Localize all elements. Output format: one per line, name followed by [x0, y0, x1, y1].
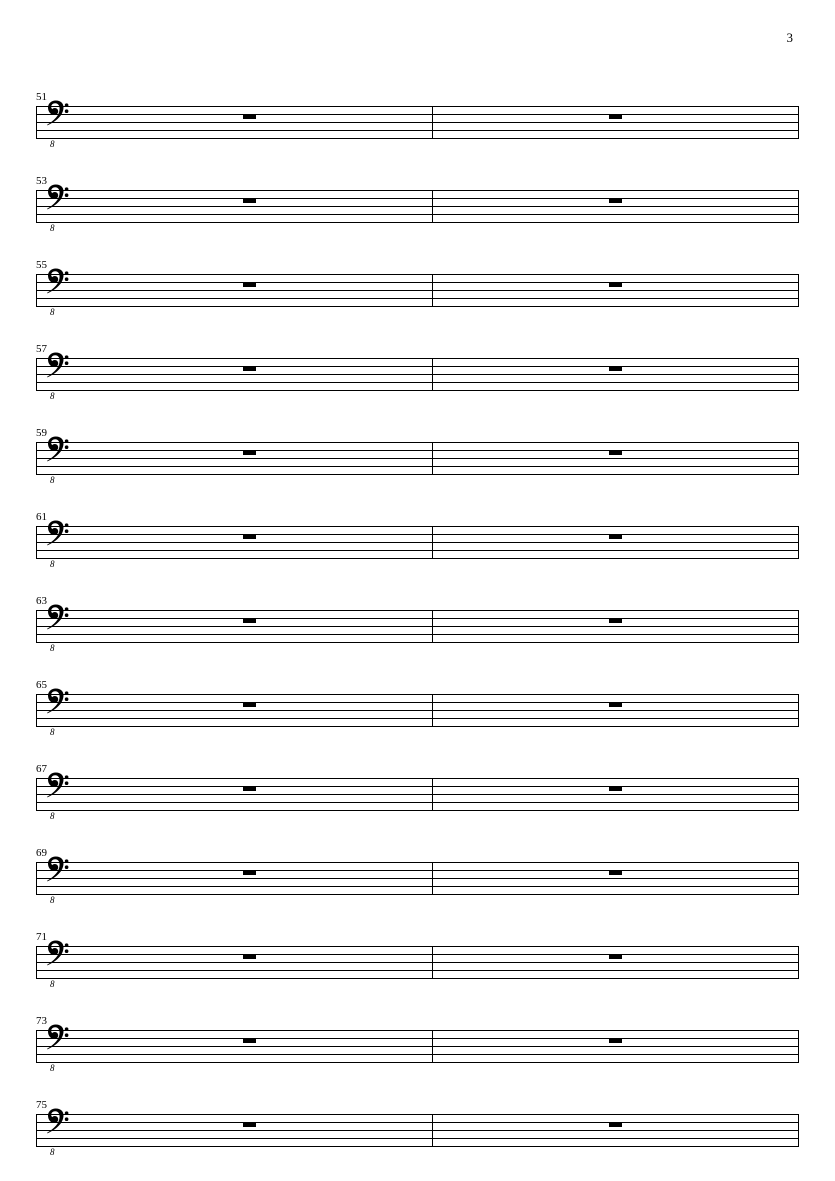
staff-line	[36, 114, 799, 115]
octave-marking: 8	[50, 223, 55, 233]
staff-line	[36, 274, 799, 275]
staff-line	[36, 358, 799, 359]
measure-number: 65	[36, 679, 47, 691]
whole-rest	[609, 282, 622, 287]
staff	[36, 442, 799, 485]
staff-system	[36, 428, 799, 486]
measure-number: 73	[36, 1015, 47, 1027]
octave-marking: 8	[50, 1147, 55, 1157]
staff-line	[36, 466, 799, 467]
whole-rest	[609, 450, 622, 455]
staff	[36, 862, 799, 905]
staff-line	[36, 810, 799, 811]
whole-rest	[609, 786, 622, 791]
octave-marking: 8	[50, 643, 55, 653]
staff-line	[36, 138, 799, 139]
staff-line	[36, 214, 799, 215]
staff-line	[36, 618, 799, 619]
staff-line	[36, 1130, 799, 1131]
staff-system	[36, 344, 799, 402]
whole-rest	[243, 366, 256, 371]
staff	[36, 694, 799, 737]
whole-rest	[609, 366, 622, 371]
bass-clef-icon	[42, 1102, 76, 1144]
staff-line	[36, 442, 799, 443]
page-number: 3	[786, 30, 793, 45]
barline-middle	[432, 526, 433, 559]
staff-line	[36, 474, 799, 475]
staff-system	[36, 1016, 799, 1074]
staff-line	[36, 978, 799, 979]
bass-clef-icon	[42, 598, 76, 640]
staff-line	[36, 786, 799, 787]
staff-line	[36, 1038, 799, 1039]
bass-clef-icon	[42, 262, 76, 304]
measure-number: 67	[36, 763, 47, 775]
staff	[36, 358, 799, 401]
measure-number: 51	[36, 91, 47, 103]
whole-rest	[609, 1038, 622, 1043]
staff	[36, 106, 799, 149]
staff-line	[36, 970, 799, 971]
barline-middle	[432, 106, 433, 139]
whole-rest	[243, 450, 256, 455]
staff-line	[36, 634, 799, 635]
staff-line	[36, 802, 799, 803]
barline-end	[798, 358, 799, 391]
barline-middle	[432, 862, 433, 895]
staff-line	[36, 526, 799, 527]
barline-start	[36, 526, 37, 559]
staff-line	[36, 1122, 799, 1123]
measure-number: 69	[36, 847, 47, 859]
whole-rest	[609, 618, 622, 623]
barline-start	[36, 694, 37, 727]
whole-rest	[243, 114, 256, 119]
staff-line	[36, 1146, 799, 1147]
staff-line	[36, 870, 799, 871]
staff-system	[36, 92, 799, 150]
barline-middle	[432, 442, 433, 475]
bass-clef-icon	[42, 934, 76, 976]
octave-marking: 8	[50, 475, 55, 485]
staff-line	[36, 198, 799, 199]
staff-line	[36, 794, 799, 795]
staff-line	[36, 610, 799, 611]
barline-middle	[432, 358, 433, 391]
octave-marking: 8	[50, 1063, 55, 1073]
barline-middle	[432, 946, 433, 979]
staff-line	[36, 1054, 799, 1055]
staff	[36, 1030, 799, 1073]
staff-system	[36, 1100, 799, 1158]
staff-line	[36, 298, 799, 299]
barline-start	[36, 442, 37, 475]
whole-rest	[609, 954, 622, 959]
staff-line	[36, 946, 799, 947]
staff-line	[36, 106, 799, 107]
staff-line	[36, 626, 799, 627]
whole-rest	[243, 618, 256, 623]
staff-line	[36, 894, 799, 895]
staff-line	[36, 290, 799, 291]
bass-clef-icon	[42, 346, 76, 388]
staff-line	[36, 862, 799, 863]
barline-middle	[432, 1030, 433, 1063]
staff	[36, 610, 799, 653]
barline-middle	[432, 610, 433, 643]
octave-marking: 8	[50, 307, 55, 317]
octave-marking: 8	[50, 979, 55, 989]
staff-line	[36, 778, 799, 779]
whole-rest	[609, 114, 622, 119]
whole-rest	[243, 1038, 256, 1043]
staff-line	[36, 550, 799, 551]
staff-line	[36, 534, 799, 535]
staff-line	[36, 710, 799, 711]
staff-line	[36, 190, 799, 191]
measure-number: 61	[36, 511, 47, 523]
staff	[36, 778, 799, 821]
staff-system	[36, 596, 799, 654]
staff-line	[36, 366, 799, 367]
measure-number: 63	[36, 595, 47, 607]
measure-number: 53	[36, 175, 47, 187]
whole-rest	[243, 870, 256, 875]
barline-end	[798, 274, 799, 307]
staff-line	[36, 702, 799, 703]
whole-rest	[243, 282, 256, 287]
barline-middle	[432, 274, 433, 307]
bass-clef-icon	[42, 94, 76, 136]
staff-line	[36, 726, 799, 727]
whole-rest	[243, 702, 256, 707]
barline-start	[36, 190, 37, 223]
bass-clef-icon	[42, 850, 76, 892]
staff-line	[36, 206, 799, 207]
barline-start	[36, 946, 37, 979]
barline-end	[798, 442, 799, 475]
barline-end	[798, 862, 799, 895]
staff-system	[36, 764, 799, 822]
barline-end	[798, 190, 799, 223]
staff-line	[36, 642, 799, 643]
barline-end	[798, 946, 799, 979]
barline-end	[798, 1030, 799, 1063]
measure-number: 59	[36, 427, 47, 439]
staff	[36, 946, 799, 989]
whole-rest	[609, 198, 622, 203]
staff-line	[36, 962, 799, 963]
staff	[36, 526, 799, 569]
barline-middle	[432, 190, 433, 223]
barline-end	[798, 778, 799, 811]
whole-rest	[243, 786, 256, 791]
barline-start	[36, 610, 37, 643]
staff-system	[36, 932, 799, 990]
barline-end	[798, 526, 799, 559]
barline-start	[36, 274, 37, 307]
barline-start	[36, 1030, 37, 1063]
octave-marking: 8	[50, 811, 55, 821]
barline-end	[798, 106, 799, 139]
whole-rest	[609, 1122, 622, 1127]
staff-line	[36, 130, 799, 131]
staff	[36, 274, 799, 317]
staff-system	[36, 260, 799, 318]
bass-clef-icon	[42, 514, 76, 556]
measure-number: 75	[36, 1099, 47, 1111]
staff-line	[36, 450, 799, 451]
barline-start	[36, 778, 37, 811]
staff-line	[36, 886, 799, 887]
staff-line	[36, 1114, 799, 1115]
octave-marking: 8	[50, 895, 55, 905]
octave-marking: 8	[50, 139, 55, 149]
barline-end	[798, 694, 799, 727]
staff-line	[36, 222, 799, 223]
whole-rest	[609, 702, 622, 707]
staff-line	[36, 1138, 799, 1139]
staff-system	[36, 848, 799, 906]
barline-middle	[432, 1114, 433, 1147]
measure-number: 55	[36, 259, 47, 271]
whole-rest	[243, 534, 256, 539]
staff-line	[36, 374, 799, 375]
measure-number: 57	[36, 343, 47, 355]
staff-line	[36, 1046, 799, 1047]
barline-start	[36, 862, 37, 895]
staff-line	[36, 1030, 799, 1031]
barline-end	[798, 610, 799, 643]
staff-line	[36, 458, 799, 459]
octave-marking: 8	[50, 559, 55, 569]
staff-system	[36, 680, 799, 738]
staff	[36, 190, 799, 233]
barline-start	[36, 358, 37, 391]
octave-marking: 8	[50, 391, 55, 401]
staff-line	[36, 122, 799, 123]
bass-clef-icon	[42, 766, 76, 808]
barline-end	[798, 1114, 799, 1147]
staff-line	[36, 382, 799, 383]
staff-system	[36, 512, 799, 570]
staff-line	[36, 694, 799, 695]
whole-rest	[243, 1122, 256, 1127]
staff-line	[36, 878, 799, 879]
octave-marking: 8	[50, 727, 55, 737]
whole-rest	[609, 870, 622, 875]
barline-middle	[432, 778, 433, 811]
whole-rest	[609, 534, 622, 539]
staff-line	[36, 558, 799, 559]
staff-line	[36, 282, 799, 283]
staff-line	[36, 1062, 799, 1063]
staff-line	[36, 954, 799, 955]
barline-start	[36, 1114, 37, 1147]
bass-clef-icon	[42, 430, 76, 472]
staff-line	[36, 718, 799, 719]
whole-rest	[243, 954, 256, 959]
staff-line	[36, 390, 799, 391]
measure-number: 71	[36, 931, 47, 943]
staff-line	[36, 542, 799, 543]
bass-clef-icon	[42, 682, 76, 724]
barline-start	[36, 106, 37, 139]
staff	[36, 1114, 799, 1157]
bass-clef-icon	[42, 178, 76, 220]
staff-system	[36, 176, 799, 234]
bass-clef-icon	[42, 1018, 76, 1060]
staff-line	[36, 306, 799, 307]
barline-middle	[432, 694, 433, 727]
whole-rest	[243, 198, 256, 203]
